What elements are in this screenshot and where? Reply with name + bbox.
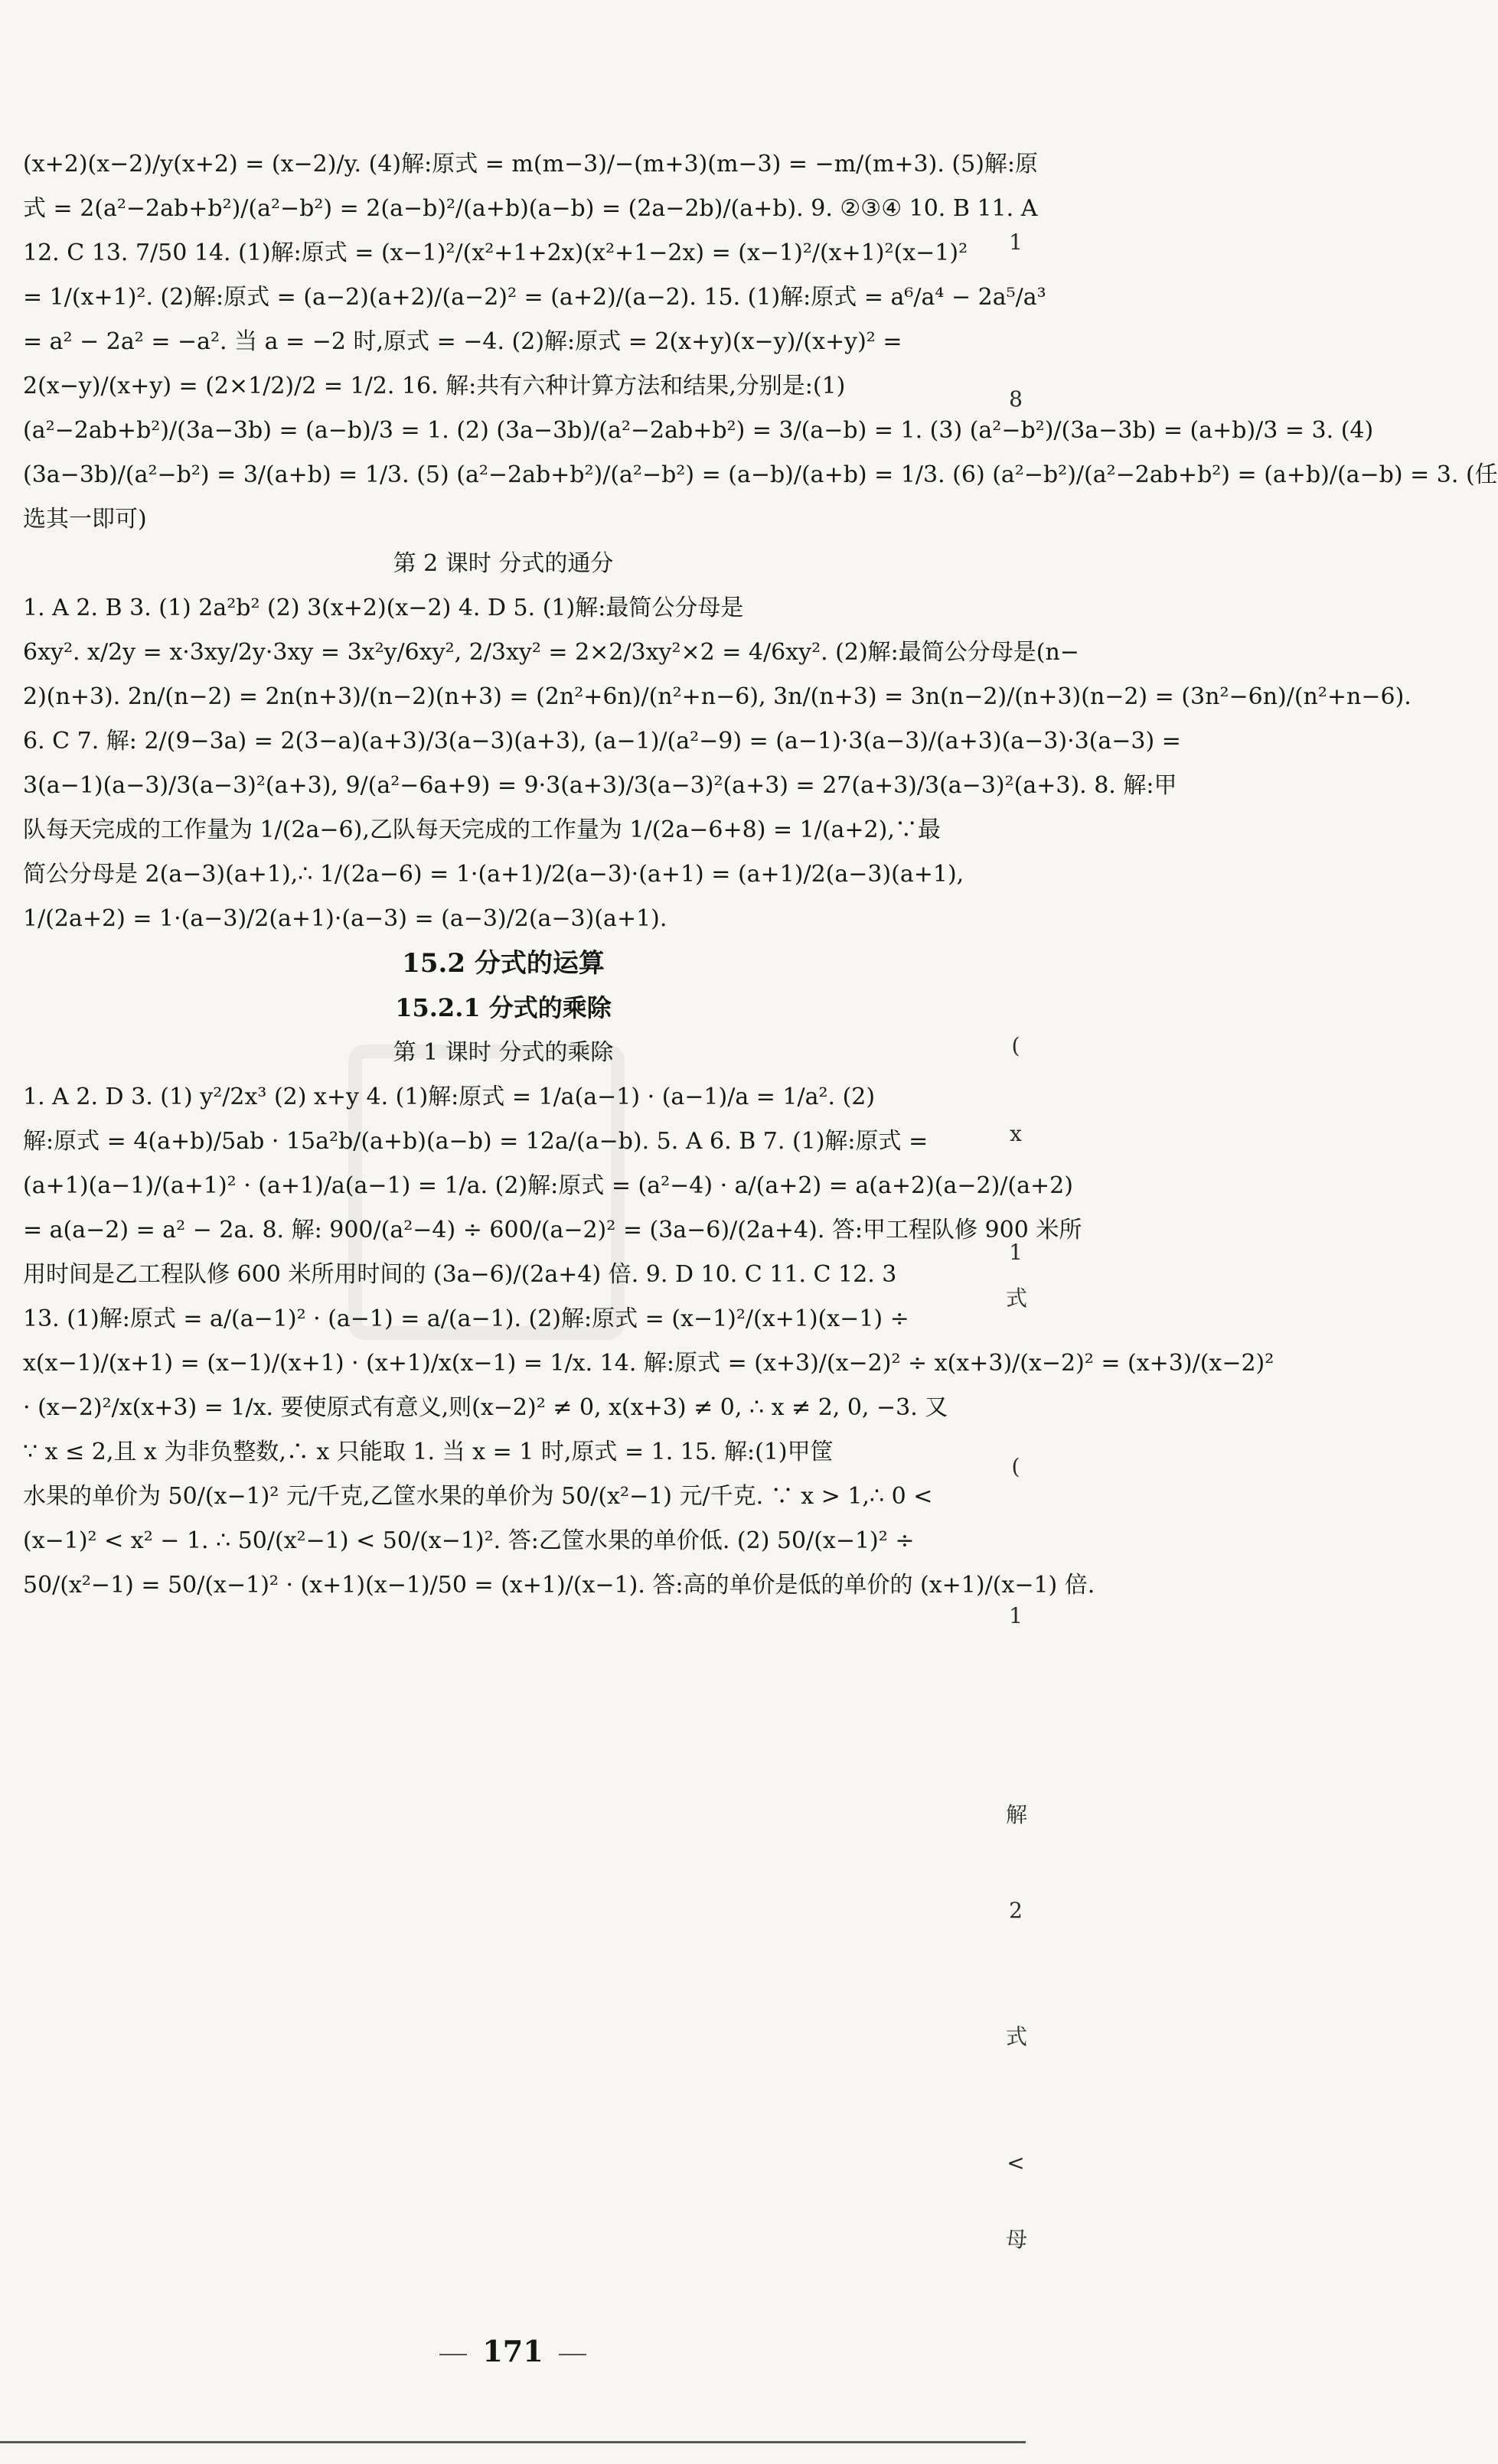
text-line: ∵ x ≤ 2,且 x 为非负整数,∴ x 只能取 1. 当 x = 1 时,原式 = 1. 15. 解:(1)甲筐 — [23, 1439, 834, 1465]
page-number: 171 — [482, 2334, 543, 2368]
text-line: 2)(n+3). 2n/(n−2) = 2n(n+3)/(n−2)(n+3) = (2n²+6n)/(n²+n−6), 3n/(n+3) = 3n(n−2)/(n+3)(n−2) = (3n²−6n)/(n²+n−6). — [23, 683, 1412, 710]
text-line: (x−1)² < x² − 1. ∴ 50/(x²−1) < 50/(x−1)². 答:乙筐水果的单价低. (2) 50/(x−1)² ÷ — [23, 1527, 915, 1554]
page-number-dash — [439, 2354, 467, 2355]
edge-fragment: x — [1010, 1121, 1022, 1146]
edge-fragment: 解 — [1006, 1802, 1028, 1827]
text-line: (x+2)(x−2)/y(x+2) = (x−2)/y. (4)解:原式 = m(m−3)/−(m+3)(m−3) = −m/(m+3). (5)解:原 — [23, 151, 1039, 178]
answer-text-block — [23, 145, 1498, 1611]
text-line: = 1/(x+1)². (2)解:原式 = (a−2)(a+2)/(a−2)² = (a+2)/(a−2). 15. (1)解:原式 = a⁶/a⁴ − 2a⁵/a³ — [23, 284, 1046, 311]
edge-fragment: < — [1007, 2150, 1025, 2176]
section-heading: 15.2 分式的运算 — [402, 948, 605, 979]
edge-fragment: 式 — [1006, 1286, 1028, 1311]
edge-fragment: 2 — [1009, 1898, 1023, 1923]
edge-fragment: 母 — [1006, 2227, 1028, 2252]
page-number-dash — [559, 2354, 586, 2355]
text-line: 6. C 7. 解: 2/(9−3a) = 2(3−a)(a+3)/3(a−3)(a+3), (a−1)/(a²−9) = (a−1)·3(a−3)/(a+3)(a−3)·3(a−3) = — [23, 728, 1181, 755]
edge-fragment: 1 — [1009, 1603, 1023, 1628]
text-line: (3a−3b)/(a²−b²) = 3/(a+b) = 1/3. (5) (a²−2ab+b²)/(a²−b²) = (a−b)/(a+b) = 1/3. (6) (a²−b²)/(a²−2ab+b²) = (a+b)/(a−b) = 3. (任 — [23, 461, 1498, 488]
page-number-row — [0, 2334, 1026, 2368]
text-line: 用时间是乙工程队修 600 米所用时间的 (3a−6)/(2a+4) 倍. 9. D 10. C 11. C 12. 3 — [23, 1261, 897, 1288]
text-line: 1. A 2. B 3. (1) 2a²b² (2) 3(x+2)(x−2) 4. D 5. (1)解:最简公分母是 — [23, 595, 744, 621]
edge-fragment: 式 — [1006, 2024, 1028, 2049]
text-line: 2(x−y)/(x+y) = (2×1/2)/2 = 1/2. 16. 解:共有六种计算方法和结果,分别是:(1) — [23, 373, 846, 399]
text-line: · (x−2)²/x(x+3) = 1/x. 要使原式有意义,则(x−2)² ≠ 0, x(x+3) ≠ 0, ∴ x ≠ 2, 0, −3. 又 — [23, 1394, 948, 1421]
text-line: 式 = 2(a²−2ab+b²)/(a²−b²) = 2(a−b)²/(a+b)(a−b) = (2a−2b)/(a+b). 9. ②③④ 10. B 11. A — [23, 195, 1038, 222]
page-bottom-rule — [0, 2441, 1026, 2443]
text-line: (a²−2ab+b²)/(3a−3b) = (a−b)/3 = 1. (2) (3a−3b)/(a²−2ab+b²) = 3/(a−b) = 1. (3) (a²−b²)/(3a−3b) = (a+b)/3 = 3. (4) — [23, 417, 1374, 444]
text-line: 水果的单价为 50/(x−1)² 元/千克,乙筐水果的单价为 50/(x²−1) 元/千克. ∵ x > 1,∴ 0 < — [23, 1483, 933, 1510]
text-line: (a+1)(a−1)/(a+1)² · (a+1)/a(a−1) = 1/a. (2)解:原式 = (a²−4) · a/(a+2) = a(a+2)(a−2)/(a+2) — [23, 1172, 1073, 1199]
text-line: = a² − 2a² = −a². 当 a = −2 时,原式 = −4. (2)解:原式 = 2(x+y)(x−y)/(x+y)² = — [23, 328, 902, 355]
text-line: 解:原式 = 4(a+b)/5ab · 15a²b/(a+b)(a−b) = 12a/(a−b). 5. A 6. B 7. (1)解:原式 = — [23, 1128, 928, 1155]
text-line: 6xy². x/2y = x·3xy/2y·3xy = 3x²y/6xy², 2/3xy² = 2×2/3xy²×2 = 4/6xy². (2)解:最简公分母是(n− — [23, 639, 1079, 666]
edge-fragment: 1 — [1009, 1240, 1023, 1265]
text-line: 13. (1)解:原式 = a/(a−1)² · (a−1) = a/(a−1). (2)解:原式 = (x−1)²/(x+1)(x−1) ÷ — [23, 1305, 909, 1332]
text-line: 3(a−1)(a−3)/3(a−3)²(a+3), 9/(a²−6a+9) = 9·3(a+3)/3(a−3)²(a+3) = 27(a+3)/3(a−3)²(a+3). 8. 解:甲 — [23, 772, 1177, 799]
text-line: 1/(2a+2) = 1·(a−3)/2(a+1)·(a−3) = (a−3)/2(a−3)(a+1). — [23, 905, 667, 932]
text-line: 队每天完成的工作量为 1/(2a−6),乙队每天完成的工作量为 1/(2a−6+8) = 1/(a+2),∵最 — [23, 816, 941, 843]
text-line: 简公分母是 2(a−3)(a+1),∴ 1/(2a−6) = 1·(a+1)/2(a−3)·(a+1) = (a+1)/2(a−3)(a+1), — [23, 861, 964, 888]
edge-fragment: 1 — [1009, 230, 1023, 255]
lesson-heading: 第 2 课时 分式的通分 — [393, 550, 614, 577]
text-line: 1. A 2. D 3. (1) y²/2x³ (2) x+y 4. (1)解:原式 = 1/a(a−1) · (a−1)/a = 1/a². (2) — [23, 1084, 876, 1110]
edge-fragment: 8 — [1009, 386, 1023, 412]
edge-fragment: ( — [1011, 1033, 1020, 1058]
text-line: = a(a−2) = a² − 2a. 8. 解: 900/(a²−4) ÷ 600/(a−2)² = (3a−6)/(2a+4). 答:甲工程队修 900 米所 — [23, 1217, 1082, 1243]
text-line: x(x−1)/(x+1) = (x−1)/(x+1) · (x+1)/x(x−1) = 1/x. 14. 解:原式 = (x+3)/(x−2)² ÷ x(x+3)/(x−2)² = (x+3)/(x−2)² — [23, 1350, 1274, 1377]
text-line: 选其一即可) — [23, 506, 147, 533]
subsection-heading: 15.2.1 分式的乘除 — [395, 993, 612, 1022]
edge-fragment: ( — [1011, 1454, 1020, 1479]
text-line: 50/(x²−1) = 50/(x−1)² · (x+1)(x−1)/50 = (x+1)/(x−1). 答:高的单价是低的单价的 (x+1)/(x−1) 倍. — [23, 1572, 1095, 1599]
text-line: 12. C 13. 7/50 14. (1)解:原式 = (x−1)²/(x²+1+2x)(x²+1−2x) = (x−1)²/(x+1)²(x−1)² — [23, 240, 968, 266]
lesson-heading: 第 1 课时 分式的乘除 — [393, 1039, 614, 1066]
